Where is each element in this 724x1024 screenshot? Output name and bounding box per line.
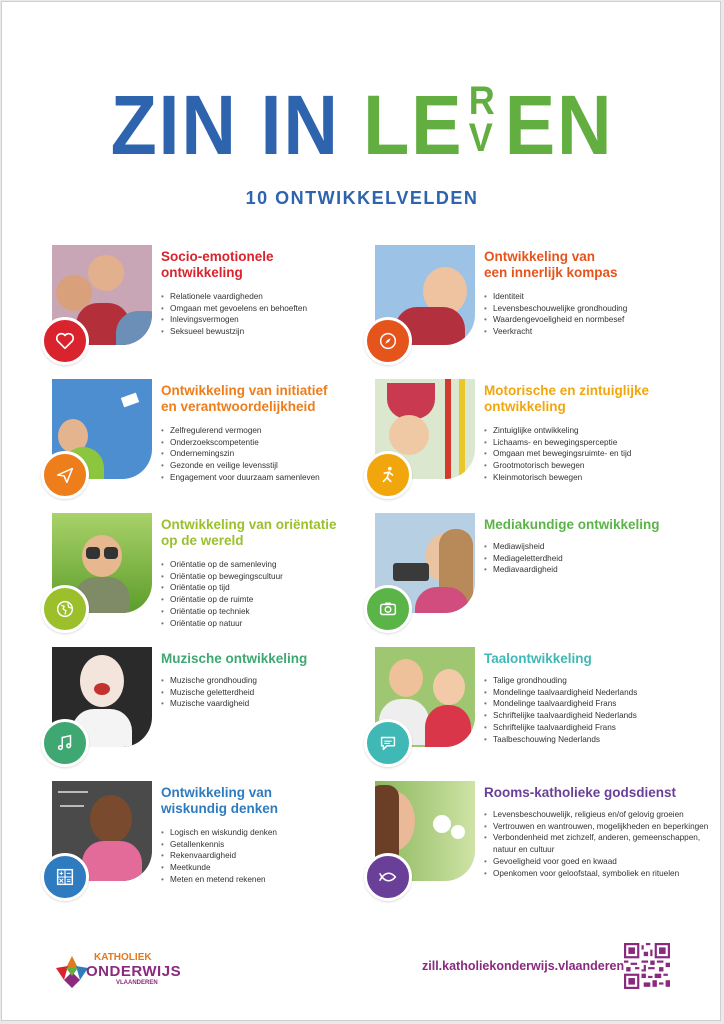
list-item: • Ondernemingszin	[161, 448, 396, 460]
title-part-2: LE	[363, 78, 464, 172]
music-note-icon	[41, 719, 89, 767]
globe-icon	[41, 585, 89, 633]
field-title: Ontwikkeling van een innerlijk kompas	[484, 249, 618, 280]
list-item: • Mondelinge taalvaardigheid Nederlands	[484, 687, 719, 699]
list-item: • Zelfregulerend vermogen	[161, 425, 396, 437]
logo-line-3: VLAANDEREN	[116, 980, 158, 986]
list-item: • Muzische grondhouding	[161, 675, 396, 687]
paper-plane-icon	[41, 451, 89, 499]
title-stack-bottom: V	[468, 116, 495, 160]
calculator-icon	[41, 853, 89, 901]
list-item: • Gezonde en veilige levensstijl	[161, 460, 396, 472]
list-item: • Waardengevoeligheid en normbesef	[484, 314, 719, 326]
title-stack-top: R	[468, 79, 497, 123]
list-item: • Oriëntatie op de samenleving	[161, 559, 396, 571]
list-item: • Schriftelijke taalvaardigheid Frans	[484, 722, 719, 734]
list-item: • Omgaan met gevoelens en behoeften	[161, 303, 396, 315]
list-item: • Oriëntatie op bewegingscultuur	[161, 571, 396, 583]
list-item: • Levensbeschouwelijk, religieus en/of gelovig groeien	[484, 809, 719, 821]
list-item: • Veerkracht	[484, 326, 719, 338]
katholiek-onderwijs-logo	[54, 950, 182, 992]
field-inner-compass	[375, 245, 715, 365]
motion-figure-icon	[364, 451, 412, 499]
poster-subtitle: 10 ONTWIKKELVELDEN	[245, 188, 479, 208]
field-title: Mediakundige ontwikkeling	[484, 517, 660, 532]
list-item: • Oriëntatie op techniek	[161, 606, 396, 618]
list-item: • Logisch en wiskundig denken	[161, 827, 396, 839]
field-mathematics	[52, 781, 392, 901]
field-items	[484, 675, 719, 745]
list-item: • Omgaan met bewegingsruimte- en tijd	[484, 448, 719, 460]
field-items	[161, 559, 396, 629]
list-item: • Mondelinge taalvaardigheid Frans	[484, 698, 719, 710]
list-item: • Onderzoekscompetentie	[161, 437, 396, 449]
list-item: • Kleinmotorisch bewegen	[484, 472, 719, 484]
list-item: • Meetkunde	[161, 862, 396, 874]
list-item: • Verbondenheid met zichzelf, anderen, gemeenschappen, natuur en cultuur	[484, 832, 719, 855]
field-title: Motorische en zintuiglijke ontwikkeling	[484, 383, 650, 414]
field-title: Ontwikkeling van oriëntatie op de wereld	[161, 517, 337, 548]
list-item: • Zintuiglijke ontwikkeling	[484, 425, 719, 437]
field-language	[375, 647, 715, 767]
list-item: • Oriëntatie op de ruimte	[161, 594, 396, 606]
list-item: • Schriftelijke taalvaardigheid Nederlands	[484, 710, 719, 722]
list-item: • Mediawijsheid	[484, 541, 719, 553]
field-motor	[375, 379, 715, 499]
list-item: • Oriëntatie op natuur	[161, 618, 396, 630]
list-item: • Oriëntatie op tijd	[161, 582, 396, 594]
list-item: • Seksueel bewustzijn	[161, 326, 396, 338]
list-item: • Identiteit	[484, 291, 719, 303]
title-part-3: EN	[504, 78, 614, 172]
list-item: • Talige grondhouding	[484, 675, 719, 687]
list-item: • Mediavaardigheid	[484, 564, 719, 576]
field-title: Socio-emotionele ontwikkeling	[161, 249, 274, 280]
list-item: • Muzische vaardigheid	[161, 698, 396, 710]
field-media	[375, 513, 715, 633]
list-item: • Meten en metend rekenen	[161, 874, 396, 886]
list-item: • Rekenvaardigheid	[161, 850, 396, 862]
list-item: • Grootmotorisch bewegen	[484, 460, 719, 472]
field-items	[161, 675, 396, 710]
list-item: • Vertrouwen en wantrouwen, mogelijkheden en beperkingen	[484, 821, 719, 833]
logo-line-2: ONDERWIJS	[86, 963, 182, 980]
field-items	[484, 291, 719, 338]
field-items	[161, 827, 396, 886]
field-items	[484, 809, 719, 879]
field-religion	[375, 781, 715, 901]
field-title: Rooms-katholieke godsdienst	[484, 785, 677, 800]
website-link[interactable]: zill.katholiekonderwijs.vlaanderen	[422, 959, 625, 973]
title-stacked-letters	[463, 79, 504, 160]
field-items	[161, 425, 396, 484]
camera-icon	[364, 585, 412, 633]
field-items	[161, 291, 396, 338]
speech-bubble-icon	[364, 719, 412, 767]
field-items	[484, 425, 719, 484]
list-item: • Relationele vaardigheden	[161, 291, 396, 303]
poster-title	[38, 80, 686, 170]
poster	[1, 1, 721, 1021]
list-item: • Mediageletterdheid	[484, 553, 719, 565]
list-item: • Lichaams- en bewegingsperceptie	[484, 437, 719, 449]
heart-icon	[41, 317, 89, 365]
list-item: • Openkomen voor geloofstaal, symboliek en rituelen	[484, 868, 719, 880]
compass-icon	[364, 317, 412, 365]
list-item: • Inlevingsvermogen	[161, 314, 396, 326]
field-socio-emotional	[52, 245, 392, 365]
field-musical	[52, 647, 392, 767]
field-initiative	[52, 379, 392, 499]
title-part-1: ZIN IN	[110, 78, 340, 172]
logo-mark-icon	[54, 954, 90, 990]
logo-line-1: KATHOLIEK	[94, 952, 152, 963]
list-item: • Taalbeschouwing Nederlands	[484, 734, 719, 746]
list-item: • Levensbeschouwelijke grondhouding	[484, 303, 719, 315]
fish-icon	[364, 853, 412, 901]
field-title: Ontwikkeling van initiatief en verantwoordelijkheid	[161, 383, 328, 414]
list-item: • Engagement voor duurzaam samenleven	[161, 472, 396, 484]
field-title: Taalontwikkeling	[484, 651, 592, 666]
field-world-orientation	[52, 513, 392, 633]
list-item: • Getallenkennis	[161, 839, 396, 851]
list-item: • Gevoeligheid voor goed en kwaad	[484, 856, 719, 868]
list-item: • Muzische geletterdheid	[161, 687, 396, 699]
field-title: Ontwikkeling van wiskundig denken	[161, 785, 279, 816]
qr-code-icon[interactable]	[624, 943, 670, 989]
field-title: Muzische ontwikkeling	[161, 651, 308, 666]
field-items	[484, 541, 719, 576]
